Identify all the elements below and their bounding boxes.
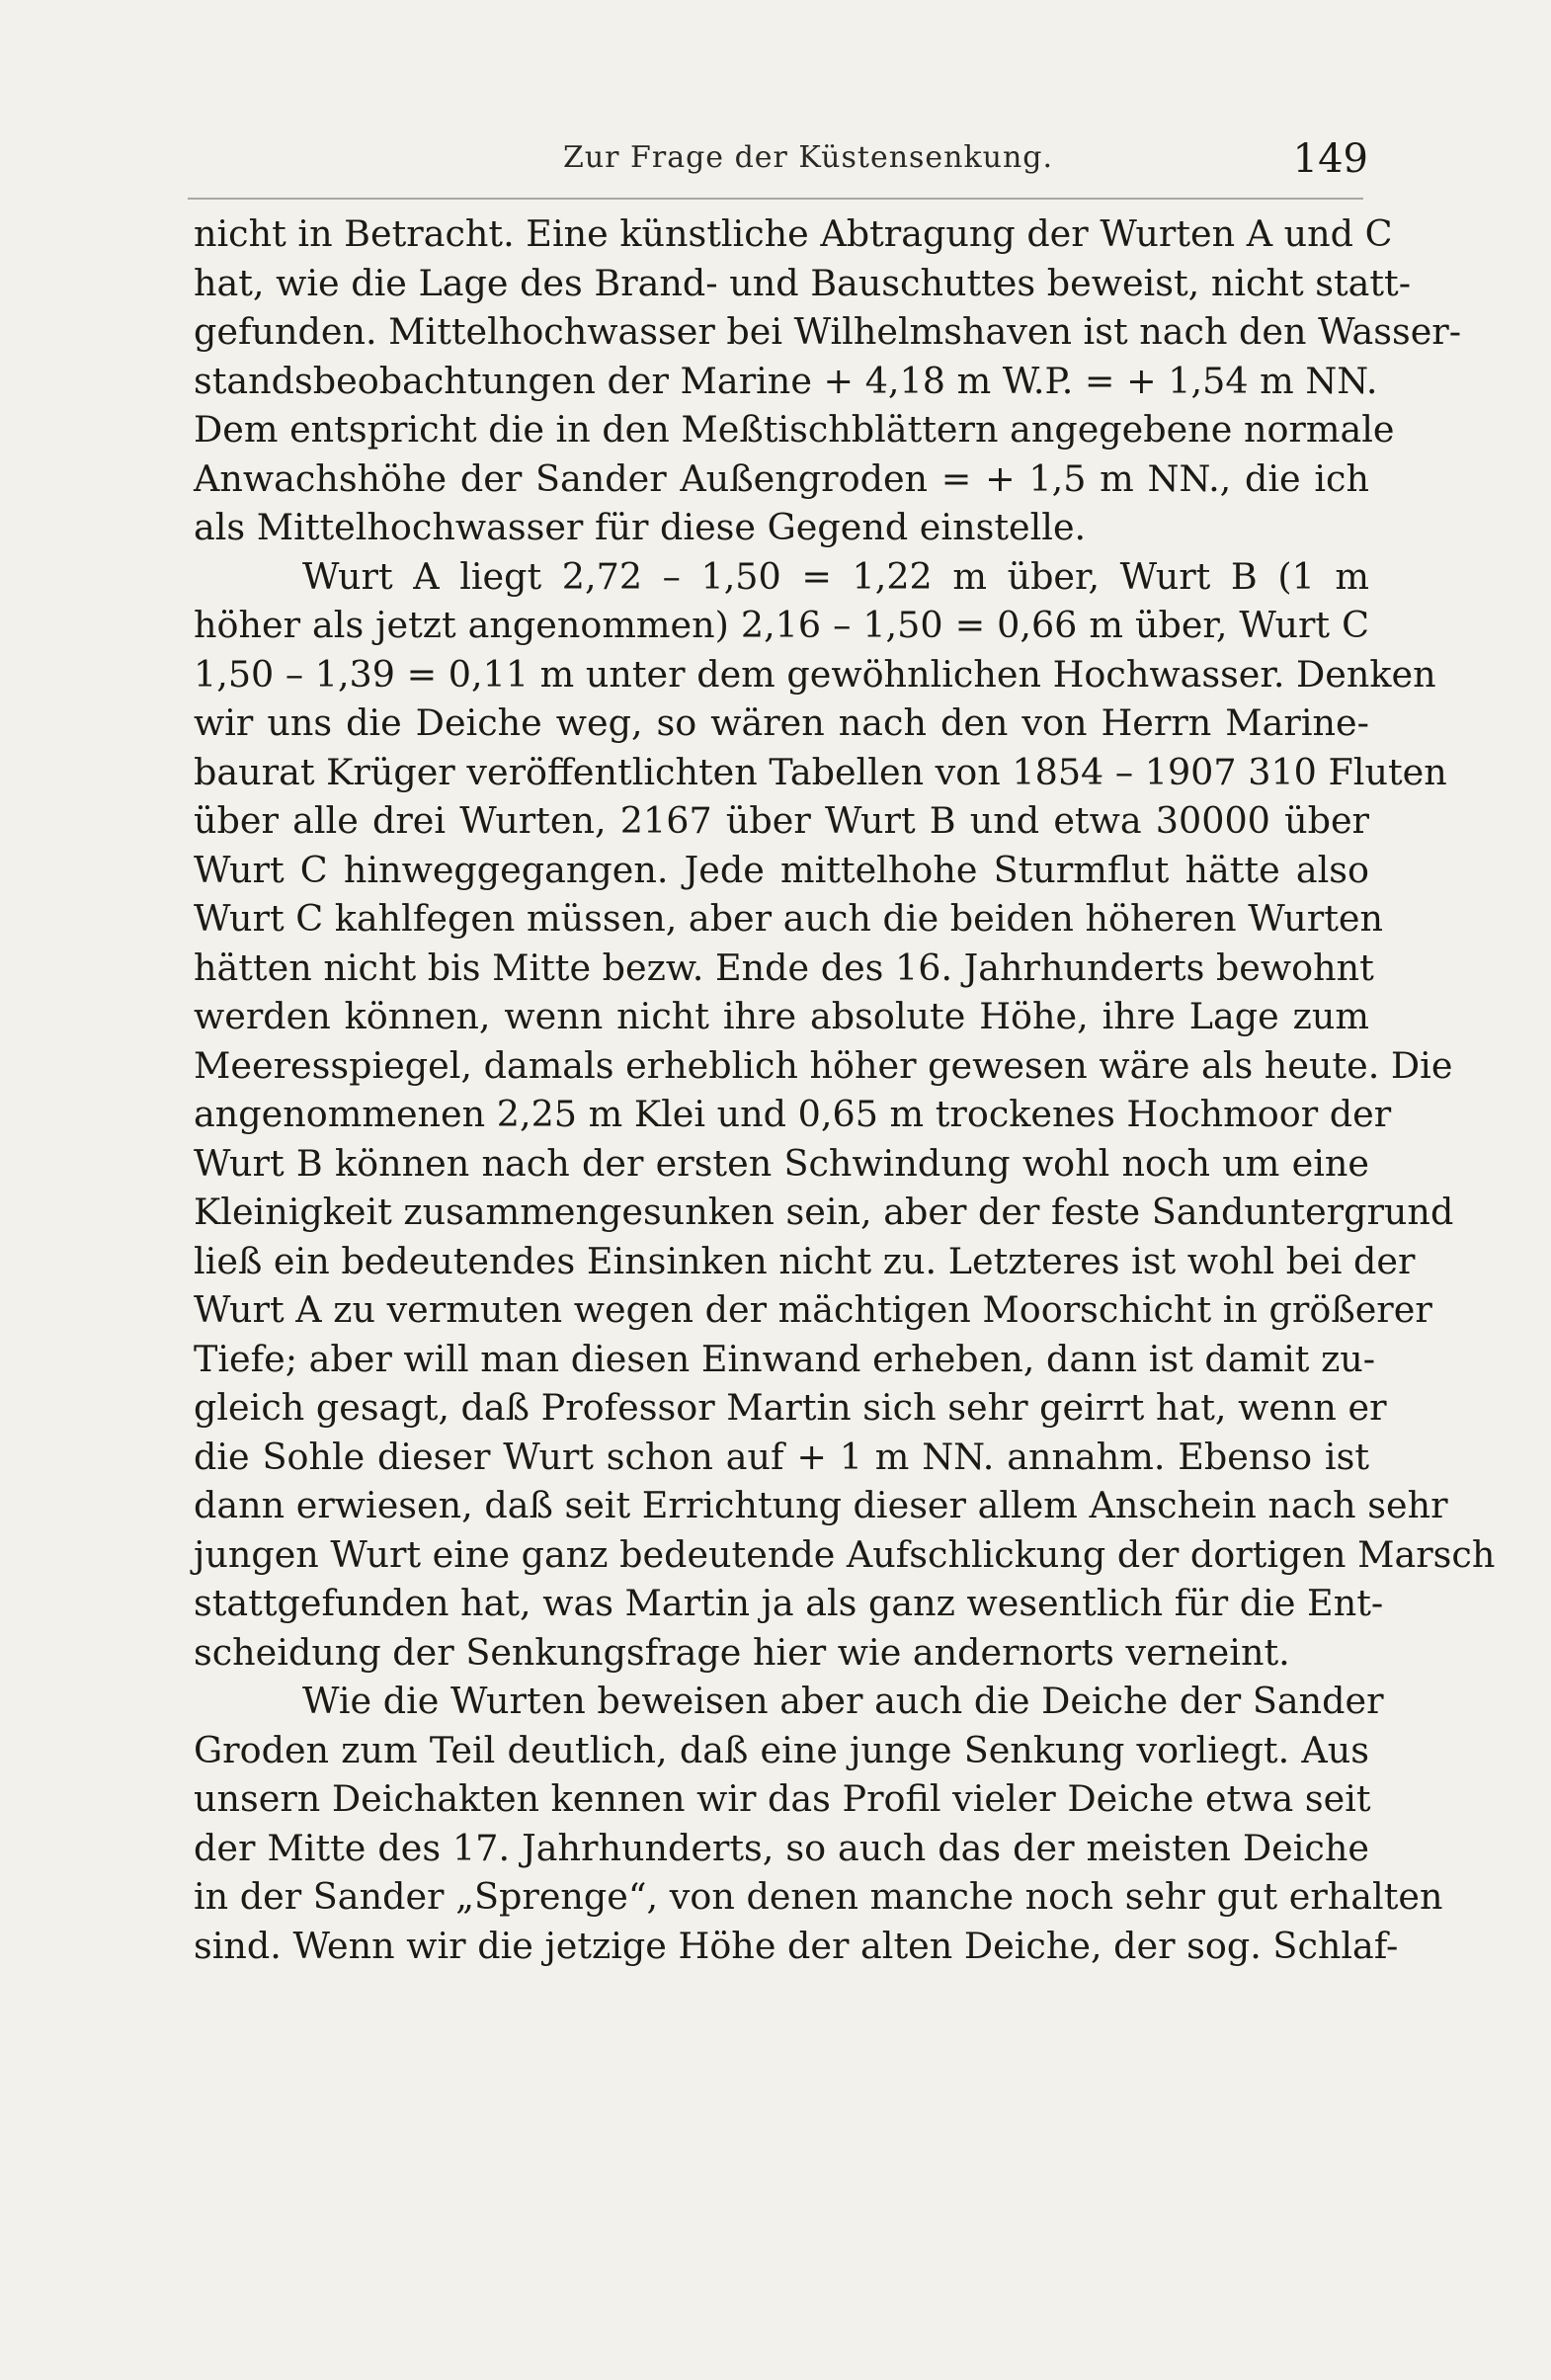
page-number: 149 bbox=[1292, 136, 1368, 182]
text-line: baurat Krüger veröffentlichten Tabellen von 1854 – 1907 310 Fluten bbox=[194, 750, 1447, 793]
text-line: gleich gesagt, daß Professor Martin sich sehr geirrt hat, wenn er bbox=[194, 1386, 1387, 1429]
text-line: Wurt C kahlfegen müssen, aber auch die beiden höheren Wurten bbox=[194, 897, 1384, 940]
text-line: nicht in Betracht. Eine künstliche Abtragung der Wurten A und C bbox=[194, 212, 1393, 255]
text-line: scheidung der Senkungsfrage hier wie andernorts verneint. bbox=[194, 1630, 1290, 1674]
running-title: Zur Frage der Küstensenkung. bbox=[563, 140, 1054, 175]
text-line: gefunden. Mittelhochwasser bei Wilhelmshaven ist nach den Wasser- bbox=[194, 310, 1462, 353]
text-line: die Sohle dieser Wurt schon auf + 1 m NN. annahm. Ebenso ist bbox=[194, 1435, 1369, 1478]
text-line: über alle drei Wurten, 2167 über Wurt B und etwa 30000 über bbox=[194, 799, 1369, 842]
text-line: in der Sander „Sprenge“, von denen manche noch sehr gut erhalten bbox=[194, 1875, 1443, 1918]
text-line: Meeresspiegel, damals erheblich höher gewesen wäre als heute. Die bbox=[194, 1043, 1453, 1087]
text-line: als Mittelhochwasser für diese Gegend einstelle. bbox=[194, 506, 1087, 548]
text-line: höher als jetzt angenommen) 2,16 – 1,50 = 0,66 m über, Wurt C bbox=[194, 604, 1369, 646]
text-line: unsern Deichakten kennen wir das Profil vieler Deiche etwa seit bbox=[194, 1777, 1371, 1820]
text-line: wir uns die Deiche weg, so wären nach den von Herrn Marine- bbox=[194, 701, 1369, 744]
text-line: 1,50 – 1,39 = 0,11 m unter dem gewöhnlichen Hochwasser. Denken bbox=[194, 652, 1436, 696]
text-line: werden können, wenn nicht ihre absolute Höhe, ihre Lage zum bbox=[194, 995, 1369, 1037]
text-line: angenommenen 2,25 m Klei und 0,65 m trockenes Hochmoor der bbox=[194, 1093, 1392, 1135]
text-line: Anwachshöhe der Sander Außengroden = + 1,5 m NN., die ich bbox=[194, 456, 1369, 500]
body-text bbox=[194, 209, 1496, 1970]
text-line: standsbeobachtungen der Marine + 4,18 m W.P. = + 1,54 m NN. bbox=[194, 359, 1378, 402]
text-line: stattgefunden hat, was Martin ja als ganz wesentlich für die Ent- bbox=[194, 1582, 1384, 1624]
text-line: jungen Wurt eine ganz bedeutende Aufschlickung der dortigen Marsch bbox=[194, 1532, 1496, 1576]
header-rule bbox=[188, 198, 1363, 200]
text-line: Wurt A liegt 2,72 – 1,50 = 1,22 m über, Wurt B (1 m bbox=[302, 554, 1369, 598]
text-line: Wurt C hinweggegangen. Jede mittelhohe Sturmflut hätte also bbox=[194, 848, 1369, 891]
text-line: Groden zum Teil deutlich, daß eine junge Senkung vorliegt. Aus bbox=[194, 1728, 1369, 1771]
text-line: Wurt A zu vermuten wegen der mächtigen Moorschicht in größerer bbox=[194, 1288, 1432, 1331]
text-line: dann erwiesen, daß seit Errichtung dieser allem Anschein nach sehr bbox=[194, 1484, 1448, 1526]
text-line: Kleinigkeit zusammengesunken sein, aber der feste Sanduntergrund bbox=[194, 1190, 1454, 1233]
text-line: hat, wie die Lage des Brand- und Bauschuttes beweist, nicht statt- bbox=[194, 261, 1412, 304]
text-line: Wurt B können nach der ersten Schwindung wohl noch um eine bbox=[194, 1141, 1369, 1185]
running-head bbox=[188, 136, 1373, 196]
text-line: der Mitte des 17. Jahrhunderts, so auch das der meisten Deiche bbox=[194, 1826, 1369, 1869]
text-line: hätten nicht bis Mitte bezw. Ende des 16. Jahrhunderts bewohnt bbox=[194, 945, 1374, 989]
text-line: Dem entspricht die in den Meßtischblättern angegebene normale bbox=[194, 408, 1395, 451]
text-line: ließ ein bedeutendes Einsinken nicht zu. Letzteres ist wohl bei der bbox=[194, 1239, 1416, 1282]
text-line: Wie die Wurten beweisen aber auch die Deiche der Sander bbox=[302, 1680, 1384, 1722]
text-line: Tiefe; aber will man diesen Einwand erheben, dann ist damit zu- bbox=[194, 1337, 1376, 1380]
text-line: sind. Wenn wir die jetzige Höhe der alten Deiche, der sog. Schlaf- bbox=[194, 1924, 1399, 1967]
